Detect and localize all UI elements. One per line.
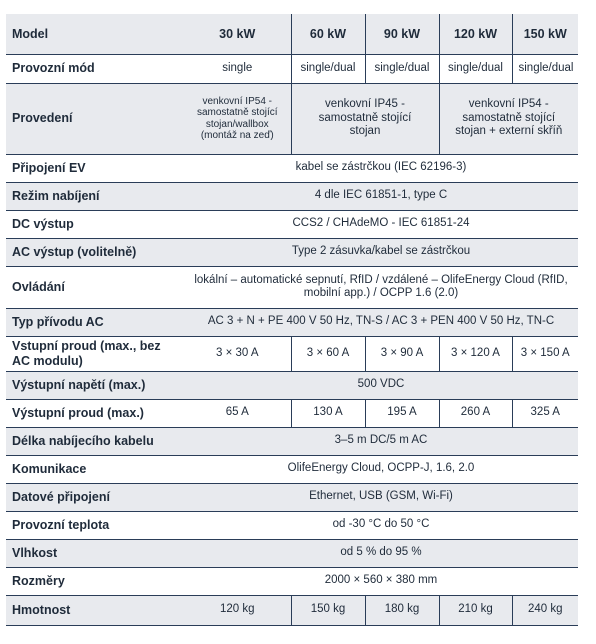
row-ac-supply — [6, 308, 578, 336]
row-label: Hmotnost — [12, 602, 71, 617]
cell-value: AC 3 + N + PE 400 V 50 Hz, TN-S / AC 3 + PEN 400 V 50 Hz, TN-C — [207, 315, 555, 328]
cell-value: venkovní IP54 - samostatně stojící stojan/wallbox (montáž na zeď) — [196, 95, 278, 141]
row-label: DC výstup — [12, 216, 74, 231]
row-output-current — [6, 399, 578, 427]
cell-value: 3 × 120 A — [439, 336, 512, 371]
cell-value: 3 × 30 A — [215, 346, 259, 359]
row-label: Datové připojení — [12, 489, 110, 504]
cell-value: 120 kg — [219, 603, 255, 616]
row-label: Provozní teplota — [12, 517, 110, 532]
cell-value: kabel se zástrčkou (IEC 62196-3) — [295, 161, 467, 174]
row-label: Vlhkost — [12, 545, 58, 560]
row-label: Výstupní napětí (max.) — [12, 377, 146, 392]
row-label: Režim nabíjení — [12, 188, 100, 203]
row-ac-output — [6, 238, 578, 266]
row-dc-output — [6, 210, 578, 238]
cell-value: 240 kg — [512, 595, 578, 625]
cell-value: single/dual — [291, 54, 365, 83]
cell-value: 65 A — [225, 406, 249, 419]
row-data-connection — [6, 483, 578, 511]
row-label: Rozměry — [12, 573, 65, 588]
spec-table — [6, 14, 578, 626]
cell-value: 3 × 90 A — [365, 336, 439, 371]
row-humidity — [6, 539, 578, 567]
cell-value: 4 dle IEC 61851-1, type C — [314, 189, 448, 202]
row-label: Výstupní proud (max.) — [12, 405, 144, 420]
row-label: Připojení EV — [12, 160, 86, 175]
row-label: Vstupní proud (max., bez AC modulu) — [12, 339, 161, 368]
cell-value: 3 × 60 A — [291, 336, 365, 371]
header-model: Model — [12, 26, 49, 41]
cell-value: od -30 °C do 50 °C — [332, 518, 430, 531]
row-communication — [6, 455, 578, 483]
row-label: Komunikace — [12, 461, 87, 476]
row-output-voltage — [6, 371, 578, 399]
row-label: Délka nabíjecího kabelu — [12, 433, 154, 448]
row-temperature — [6, 511, 578, 539]
cell-value: 210 kg — [439, 595, 512, 625]
cell-value: OlifeEnergy Cloud, OCPP-J, 1.6, 2.0 — [287, 462, 475, 475]
cell-value: 325 A — [512, 399, 578, 427]
header-row — [6, 14, 578, 54]
row-weight — [6, 595, 578, 625]
row-label: AC výstup (volitelně) — [12, 244, 137, 259]
row-cable-length — [6, 427, 578, 455]
cell-value: 150 kg — [291, 595, 365, 625]
cell-value: single — [222, 61, 253, 74]
header-90kw: 90 kW — [365, 14, 439, 54]
row-control — [6, 266, 578, 308]
cell-value: single/dual — [512, 54, 578, 83]
cell-value: CCS2 / CHAdeMO - IEC 61851-24 — [292, 217, 470, 230]
cell-value: 260 A — [439, 399, 512, 427]
cell-value: Ethernet, USB (GSM, Wi-Fi) — [309, 490, 453, 503]
cell-value: 195 A — [365, 399, 439, 427]
header-120kw: 120 kW — [439, 14, 512, 54]
row-input-current — [6, 336, 578, 371]
header-30kw: 30 kW — [219, 26, 256, 41]
cell-value: Type 2 zásuvka/kabel se zástrčkou — [291, 245, 471, 258]
cell-value: venkovní IP54 - samostatně stojící stojan + externí skříň — [439, 83, 578, 154]
cell-value: lokální – automatické sepnutí, RfID / vzdálené – OlifeEnergy Cloud (RfID, mobilní app.) / OCPP 1.6 (2.0) — [194, 273, 568, 299]
row-charging-mode — [6, 182, 578, 210]
row-label: Typ přívodu AC — [12, 314, 104, 329]
cell-value: venkovní IP45 - samostatně stojící stojan — [291, 83, 439, 154]
cell-value: 2000 × 560 × 380 mm — [324, 574, 438, 587]
cell-value: single/dual — [439, 54, 512, 83]
row-label: Provedení — [12, 111, 73, 126]
row-design — [6, 83, 578, 154]
cell-value: 500 VDC — [357, 378, 405, 391]
header-150kw: 150 kW — [512, 14, 578, 54]
row-label: Ovládání — [12, 279, 65, 294]
cell-value: 3 × 150 A — [512, 336, 578, 371]
row-mode — [6, 54, 578, 83]
row-label: Provozní mód — [12, 61, 95, 76]
cell-value: 180 kg — [365, 595, 439, 625]
header-60kw: 60 kW — [291, 14, 365, 54]
row-ev-connection — [6, 154, 578, 182]
row-dimensions — [6, 567, 578, 595]
cell-value: 3–5 m DC/5 m AC — [334, 434, 428, 447]
cell-value: 130 A — [291, 399, 365, 427]
cell-value: od 5 % do 95 % — [340, 546, 422, 559]
cell-value: single/dual — [365, 54, 439, 83]
